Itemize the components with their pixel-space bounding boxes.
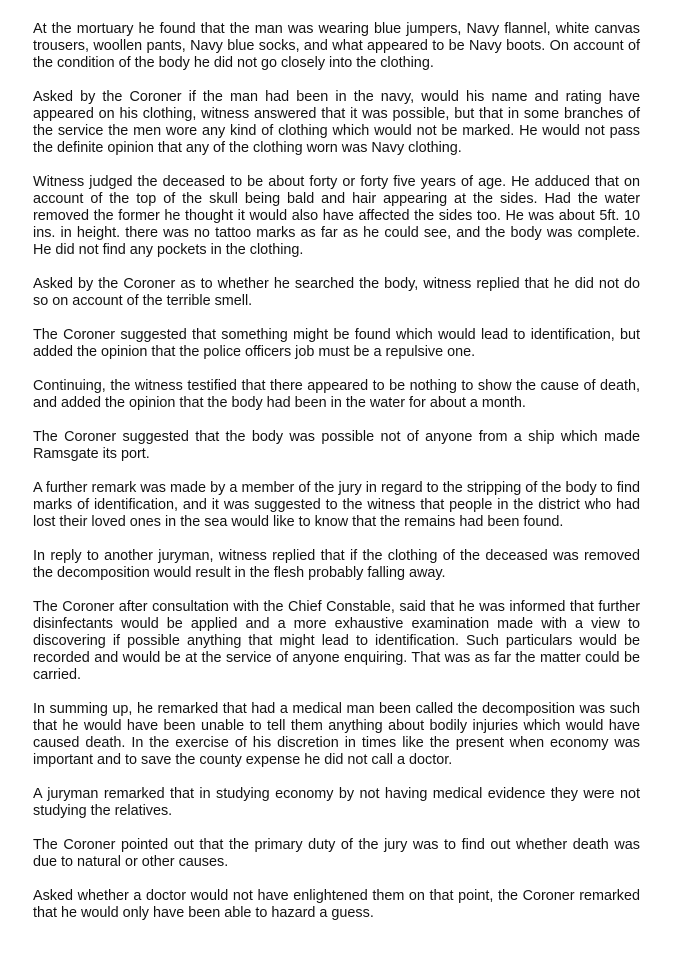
- paragraph-jury-duty: The Coroner pointed out that the primary duty of the jury was to find out whether death was due to natural or other causes.: [33, 837, 640, 870]
- paragraph-ramsgate-ship: The Coroner suggested that the body was possible not of anyone from a ship which made Ramsgate its port.: [33, 429, 640, 462]
- paragraph-juryman-economy: A juryman remarked that in studying economy by not having medical evidence they were not studying the relatives.: [33, 786, 640, 819]
- document-page: [33, 21, 640, 939]
- paragraph-identification-suggestion: The Coroner suggested that something might be found which would lead to identification, but added the opinion that the police officers job must be a repulsive one.: [33, 327, 640, 360]
- paragraph-search-body: Asked by the Coroner as to whether he searched the body, witness replied that he did not do so on account of the terrible smell.: [33, 276, 640, 309]
- paragraph-jury-remark: A further remark was made by a member of the jury in regard to the stripping of the body to find marks of identification, and it was suggested to the witness that people in the district who had lost their loved ones in the sea would like to know that the remains had been found.: [33, 480, 640, 530]
- paragraph-juryman-clothing: In reply to another juryman, witness replied that if the clothing of the deceased was removed the decomposition would result in the flesh probably falling away.: [33, 548, 640, 581]
- paragraph-doctor-guess: Asked whether a doctor would not have enlightened them on that point, the Coroner remarked that he would only have been able to hazard a guess.: [33, 888, 640, 921]
- paragraph-summing-up: In summing up, he remarked that had a medical man been called the decomposition was such that he would have been unable to tell them anything about bodily injuries which would have caused death. In the exercise of his discretion in times like the present when economy was important and to save the county expense he did not call a doctor.: [33, 701, 640, 768]
- paragraph-cause-of-death: Continuing, the witness testified that there appeared to be nothing to show the cause of death, and added the opinion that the body had been in the water for about a month.: [33, 378, 640, 411]
- paragraph-navy-marking: Asked by the Coroner if the man had been in the navy, would his name and rating have appeared on his clothing, witness answered that it was possible, but that in some branches of the service the men wore any kind of clothing which would not be marked. He would not pass the definite opinion that any of the clothing worn was Navy clothing.: [33, 89, 640, 156]
- paragraph-deceased-description: Witness judged the deceased to be about forty or forty five years of age. He adduced that on account of the top of the skull being bald and hair appearing at the sides. Had the water removed the former he thought it would also have affected the sides too. He was about 5ft. 10 ins. in height. there was no tattoo marks as far as he could see, and the body was complete. He did not find any pockets in the clothing.: [33, 174, 640, 258]
- paragraph-mortuary-clothing: At the mortuary he found that the man was wearing blue jumpers, Navy flannel, white canvas trousers, woollen pants, Navy blue socks, and what appeared to be Navy boots. On account of the condition of the body he did not go closely into the clothing.: [33, 21, 640, 71]
- paragraph-chief-constable: The Coroner after consultation with the Chief Constable, said that he was informed that further disinfectants would be applied and a more exhaustive examination made with a view to discovering if possible anything that might lead to identification. Such particulars would be recorded and would be at the service of anyone enquiring. That was as far the matter could be carried.: [33, 599, 640, 683]
